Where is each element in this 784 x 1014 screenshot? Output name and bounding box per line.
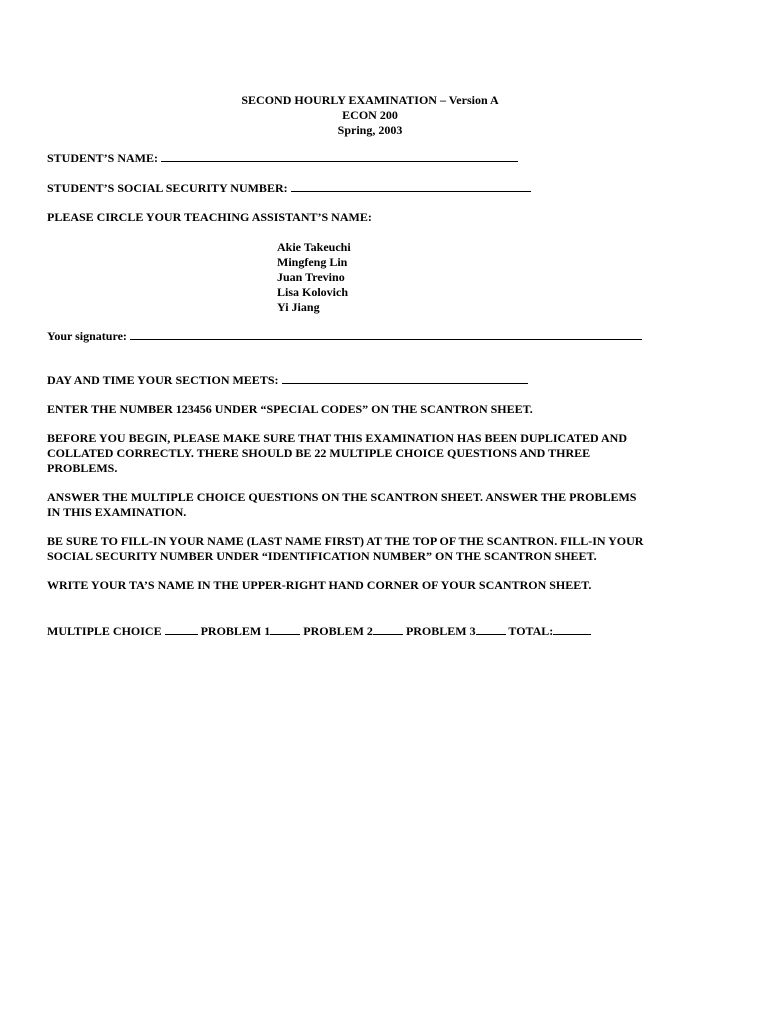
ta-name[interactable]: Juan Trevino: [277, 270, 345, 284]
problem3-label: PROBLEM 3: [405, 624, 476, 638]
term: Spring, 2003: [337, 123, 403, 137]
instruction-line: IN THIS EXAMINATION.: [47, 505, 187, 519]
total-label: TOTAL:: [508, 624, 554, 638]
instruction-line: PROBLEMS.: [47, 461, 118, 475]
special-codes-instruction: ENTER THE NUMBER 123456 UNDER “SPECIAL CODES” ON THE SCANTRON SHEET.: [47, 402, 533, 416]
instruction-line: ANSWER THE MULTIPLE CHOICE QUESTIONS ON THE SCANTRON SHEET. ANSWER THE PROBLEMS: [47, 490, 637, 504]
score-row: [47, 623, 591, 639]
instruction-line: BEFORE YOU BEGIN, PLEASE MAKE SURE THAT THIS EXAMINATION HAS BEEN DUPLICATED AND: [47, 431, 627, 445]
ta-prompt: PLEASE CIRCLE YOUR TEACHING ASSISTANT’S NAME:: [47, 210, 372, 224]
signature-blank[interactable]: [130, 328, 642, 340]
multiple-choice-score-blank[interactable]: [165, 623, 198, 635]
problem2-label: PROBLEM 2: [303, 624, 373, 638]
ta-name[interactable]: Akie Takeuchi: [277, 240, 351, 254]
ta-name[interactable]: Lisa Kolovich: [277, 285, 349, 299]
instruction-line: SOCIAL SECURITY NUMBER UNDER “IDENTIFICATION NUMBER” ON THE SCANTRON SHEET.: [47, 549, 597, 563]
multiple-choice-label: MULTIPLE CHOICE: [47, 624, 162, 638]
student-name-row: [47, 150, 518, 166]
signature-row: [47, 328, 642, 344]
signature-label: Your signature:: [47, 329, 127, 343]
instruction-line: BE SURE TO FILL-IN YOUR NAME (LAST NAME FIRST) AT THE TOP OF THE SCANTRON. FILL-IN YOUR: [47, 534, 644, 548]
student-name-label: STUDENT’S NAME:: [47, 151, 159, 165]
problem3-score-blank[interactable]: [476, 623, 506, 635]
ta-name-instruction: WRITE YOUR TA’S NAME IN THE UPPER-RIGHT HAND CORNER OF YOUR SCANTRON SHEET.: [47, 578, 592, 592]
problem1-score-blank[interactable]: [270, 623, 300, 635]
fill-in-instruction: [47, 534, 727, 564]
problem1-label: PROBLEM 1: [200, 624, 271, 638]
course-name: ECON 200: [342, 108, 398, 122]
answer-instruction: [47, 490, 727, 520]
ssn-row: [47, 180, 531, 196]
ssn-label: STUDENT’S SOCIAL SECURITY NUMBER:: [47, 181, 288, 195]
section-time-blank[interactable]: [282, 372, 528, 384]
instruction-line: COLLATED CORRECTLY. THERE SHOULD BE 22 MULTIPLE CHOICE QUESTIONS AND THREE: [47, 446, 591, 460]
section-time-row: [47, 372, 528, 388]
section-time-label: DAY AND TIME YOUR SECTION MEETS:: [47, 373, 279, 387]
student-name-blank[interactable]: [161, 150, 518, 162]
problem2-score-blank[interactable]: [373, 623, 403, 635]
exam-header: [0, 93, 740, 138]
exam-title: SECOND HOURLY EXAMINATION – Version A: [241, 93, 499, 107]
before-begin-instruction: [47, 431, 727, 476]
ta-name[interactable]: Mingfeng Lin: [277, 255, 348, 269]
ta-name[interactable]: Yi Jiang: [277, 300, 320, 314]
ta-list: [277, 240, 351, 315]
total-score-blank[interactable]: [553, 623, 591, 635]
ssn-blank[interactable]: [291, 180, 531, 192]
